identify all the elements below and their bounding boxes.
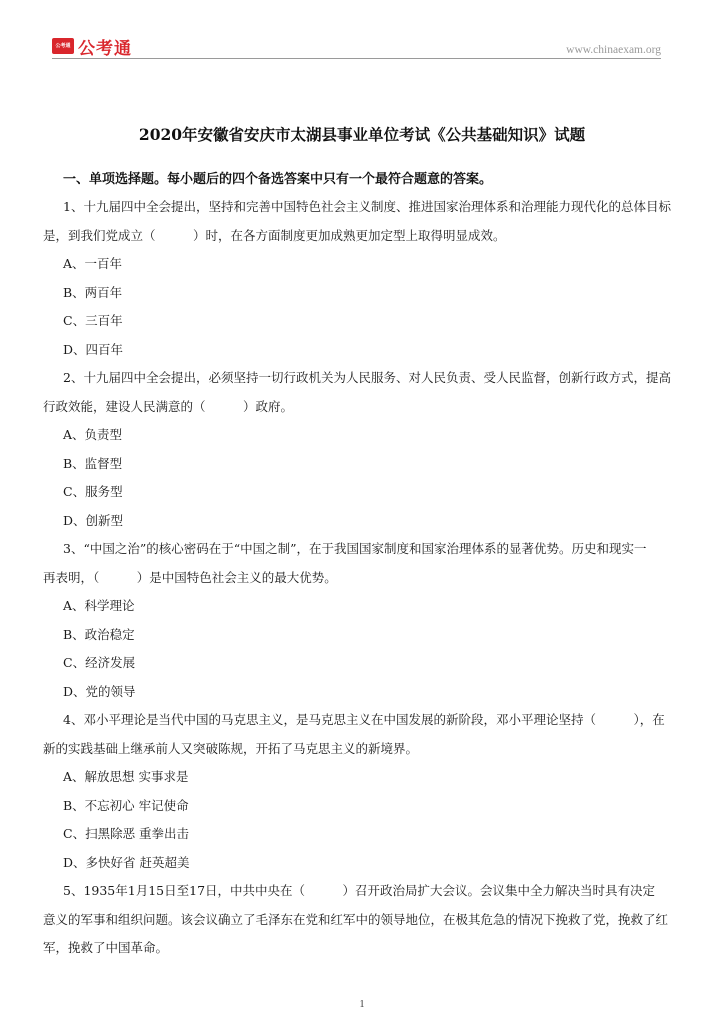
question-2-line-1: 2、十九届四中全会提出，必须坚持一切行政机关为人民服务、对人民负责、受人民监督，创新行政方式，提高 (63, 370, 671, 385)
question-1-line-2: 是，到我们党成立（ ）时，在各方面制度更加成熟更加定型上取得明显成效。 (43, 228, 506, 243)
question-5-line-2: 意义的军事和组织问题。该会议确立了毛泽东在党和红军中的领导地位，在极其危急的情况下挽救了党，挽救了红 (43, 912, 669, 927)
question-2-option-c: C、服务型 (63, 484, 123, 499)
question-2-line-2: 行政效能，建设人民满意的（ ）政府。 (43, 399, 294, 414)
site-url[interactable]: www.chinaexam.org (566, 44, 661, 56)
page-title: 2020年安徽省安庆市太湖县事业单位考试《公共基础知识》试题 (138, 125, 586, 144)
question-4-line-2: 新的实践基础上继承前人又突破陈规，开拓了马克思主义的新境界。 (43, 741, 419, 756)
question-1-line-1: 1、十九届四中全会提出，坚持和完善中国特色社会主义制度、推进国家治理体系和治理能力现代化的总体目标 (63, 199, 671, 214)
question-3-option-d: D、党的领导 (63, 684, 136, 699)
question-4-option-c: C、扫黑除恶 重拳出击 (63, 826, 190, 841)
question-3-line-2: 再表明，（ ）是中国特色社会主义的最大优势。 (43, 570, 337, 585)
question-3-option-c: C、经济发展 (63, 655, 136, 670)
question-2-option-a: A、负责型 (63, 427, 123, 442)
question-3-option-b: B、政治稳定 (63, 627, 135, 642)
logo-badge-icon: 公考通 (52, 38, 74, 54)
brand-logo[interactable] (52, 35, 132, 57)
question-1-option-c: C、三百年 (63, 313, 123, 328)
question-2-option-b: B、监督型 (63, 456, 123, 471)
question-2-option-d: D、创新型 (63, 513, 124, 528)
header-divider (52, 58, 661, 59)
question-4-option-b: B、不忘初心 牢记使命 (63, 798, 189, 813)
question-3-option-a: A、科学理论 (63, 598, 135, 613)
section-heading: 一、单项选择题。每小题后的四个备选答案中只有一个最符合题意的答案。 (63, 172, 493, 187)
question-1-option-b: B、两百年 (63, 285, 123, 300)
question-1-option-a: A、一百年 (63, 256, 123, 271)
question-5-line-3: 军，挽救了中国革命。 (43, 940, 169, 955)
question-4-option-d: D、多快好省 赶英超美 (63, 855, 190, 870)
question-1-option-d: D、四百年 (63, 342, 124, 357)
logo-text: 公考通 (78, 38, 132, 59)
question-4-option-a: A、解放思想 实事求是 (63, 769, 189, 784)
question-4-line-1: 4、邓小平理论是当代中国的马克思主义，是马克思主义在中国发展的新阶段，邓小平理论坚持（ ），在 (63, 712, 665, 727)
question-3-line-1: 3、“中国之治”的核心密码在于“中国之制”，在于我国国家制度和国家治理体系的显著优势。历史和现实一 (63, 541, 647, 556)
page-number: 1 (359, 999, 365, 1010)
question-5-line-1: 5、1935年1月15日至17日，中共中央在（ ）召开政治局扩大会议。会议集中全力解决当时具有决定 (63, 883, 656, 898)
